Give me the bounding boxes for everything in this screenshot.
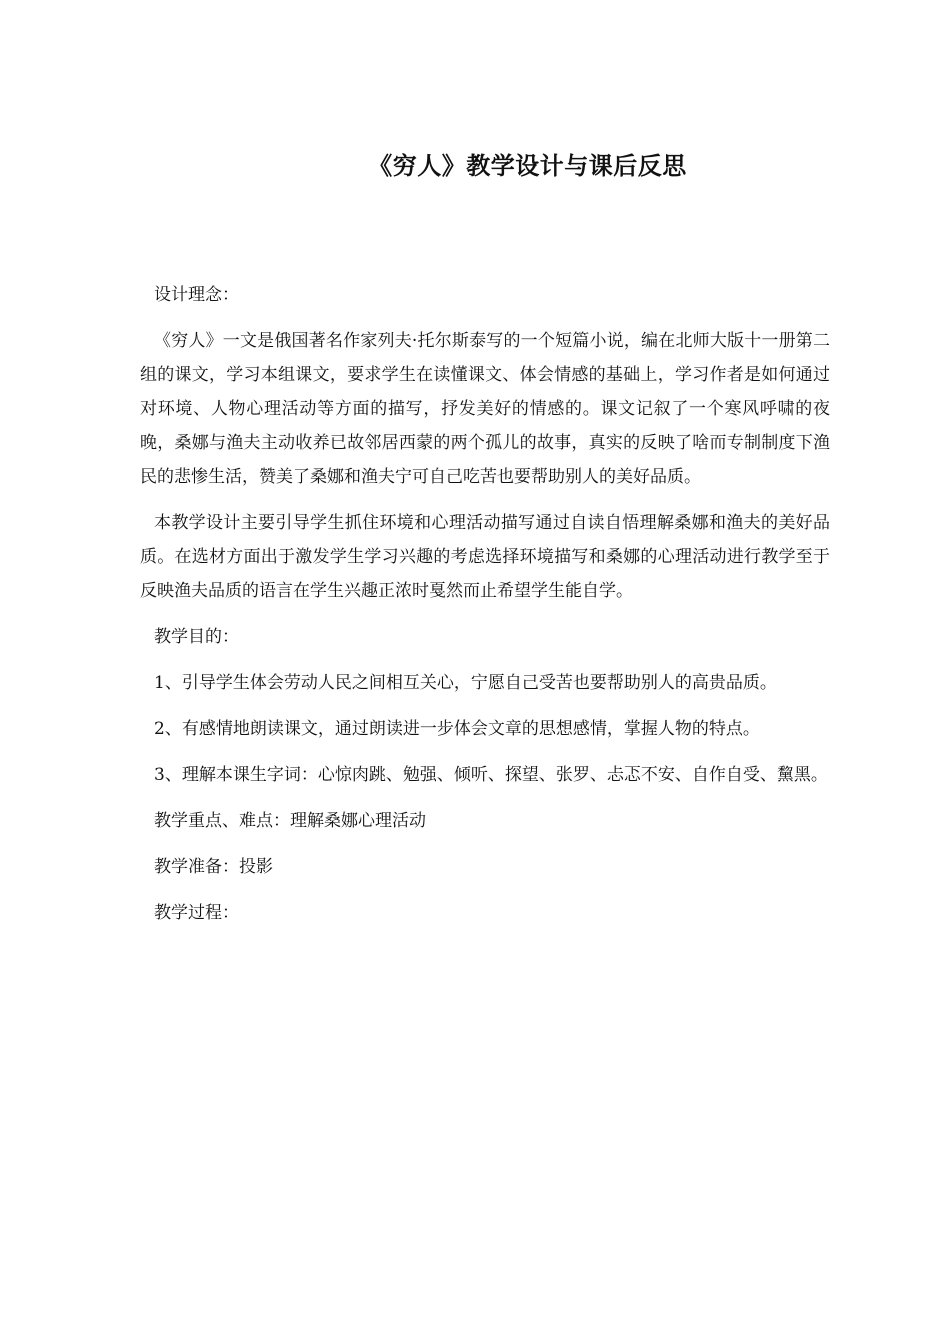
teaching-key-points: 教学重点、难点：理解桑娜心理活动 xyxy=(154,811,426,831)
document-body xyxy=(140,278,830,942)
goal-item-3: 3、理解本课生字词：心惊肉跳、勉强、倾听、探望、张罗、忐忑不安、自作自受、黧黑。 xyxy=(154,765,828,785)
document-title: 《穷人》教学设计与课后反思 xyxy=(368,151,687,180)
heading-design-concept: 设计理念： xyxy=(154,285,239,305)
heading-teaching-goals: 教学目的： xyxy=(154,627,239,647)
heading-teaching-process: 教学过程： xyxy=(154,903,239,923)
goal-item-1: 1、引导学生体会劳动人民之间相互关心，宁愿自己受苦也要帮助别人的高贵品质。 xyxy=(154,673,777,693)
goal-item-2: 2、有感情地朗读课文，通过朗读进一步体会文章的思想感情，掌握人物的特点。 xyxy=(154,719,760,739)
paragraph-intro: 《穷人》一文是俄国著名作家列夫·托尔斯泰写的一个短篇小说，编在北师大版十一册第二组的课文，学习本组课文，要求学生在读懂课文、体会情感的基础上，学习作者是如何通过对环境、人物心理活动等方面的描写，抒发美好的情感的。课文记叙了一个寒风呼啸的夜晚，桑娜与渔夫主动收养已故邻居西蒙的两个孤儿的故事，真实的反映了啥而专制制度下渔民的悲惨生活，赞美了桑娜和渔夫宁可自己吃苦也要帮助别人的美好品质。 xyxy=(140,331,830,487)
teaching-preparation: 教学准备：投影 xyxy=(154,857,273,877)
paragraph-design-summary: 本教学设计主要引导学生抓住环境和心理活动描写通过自读自悟理解桑娜和渔夫的美好品质。在选材方面出于激发学生学习兴趣的考虑选择环境描写和桑娜的心理活动进行教学至于反映渔夫品质的语言在学生兴趣正浓时戛然而止希望学生能自学。 xyxy=(140,513,830,601)
